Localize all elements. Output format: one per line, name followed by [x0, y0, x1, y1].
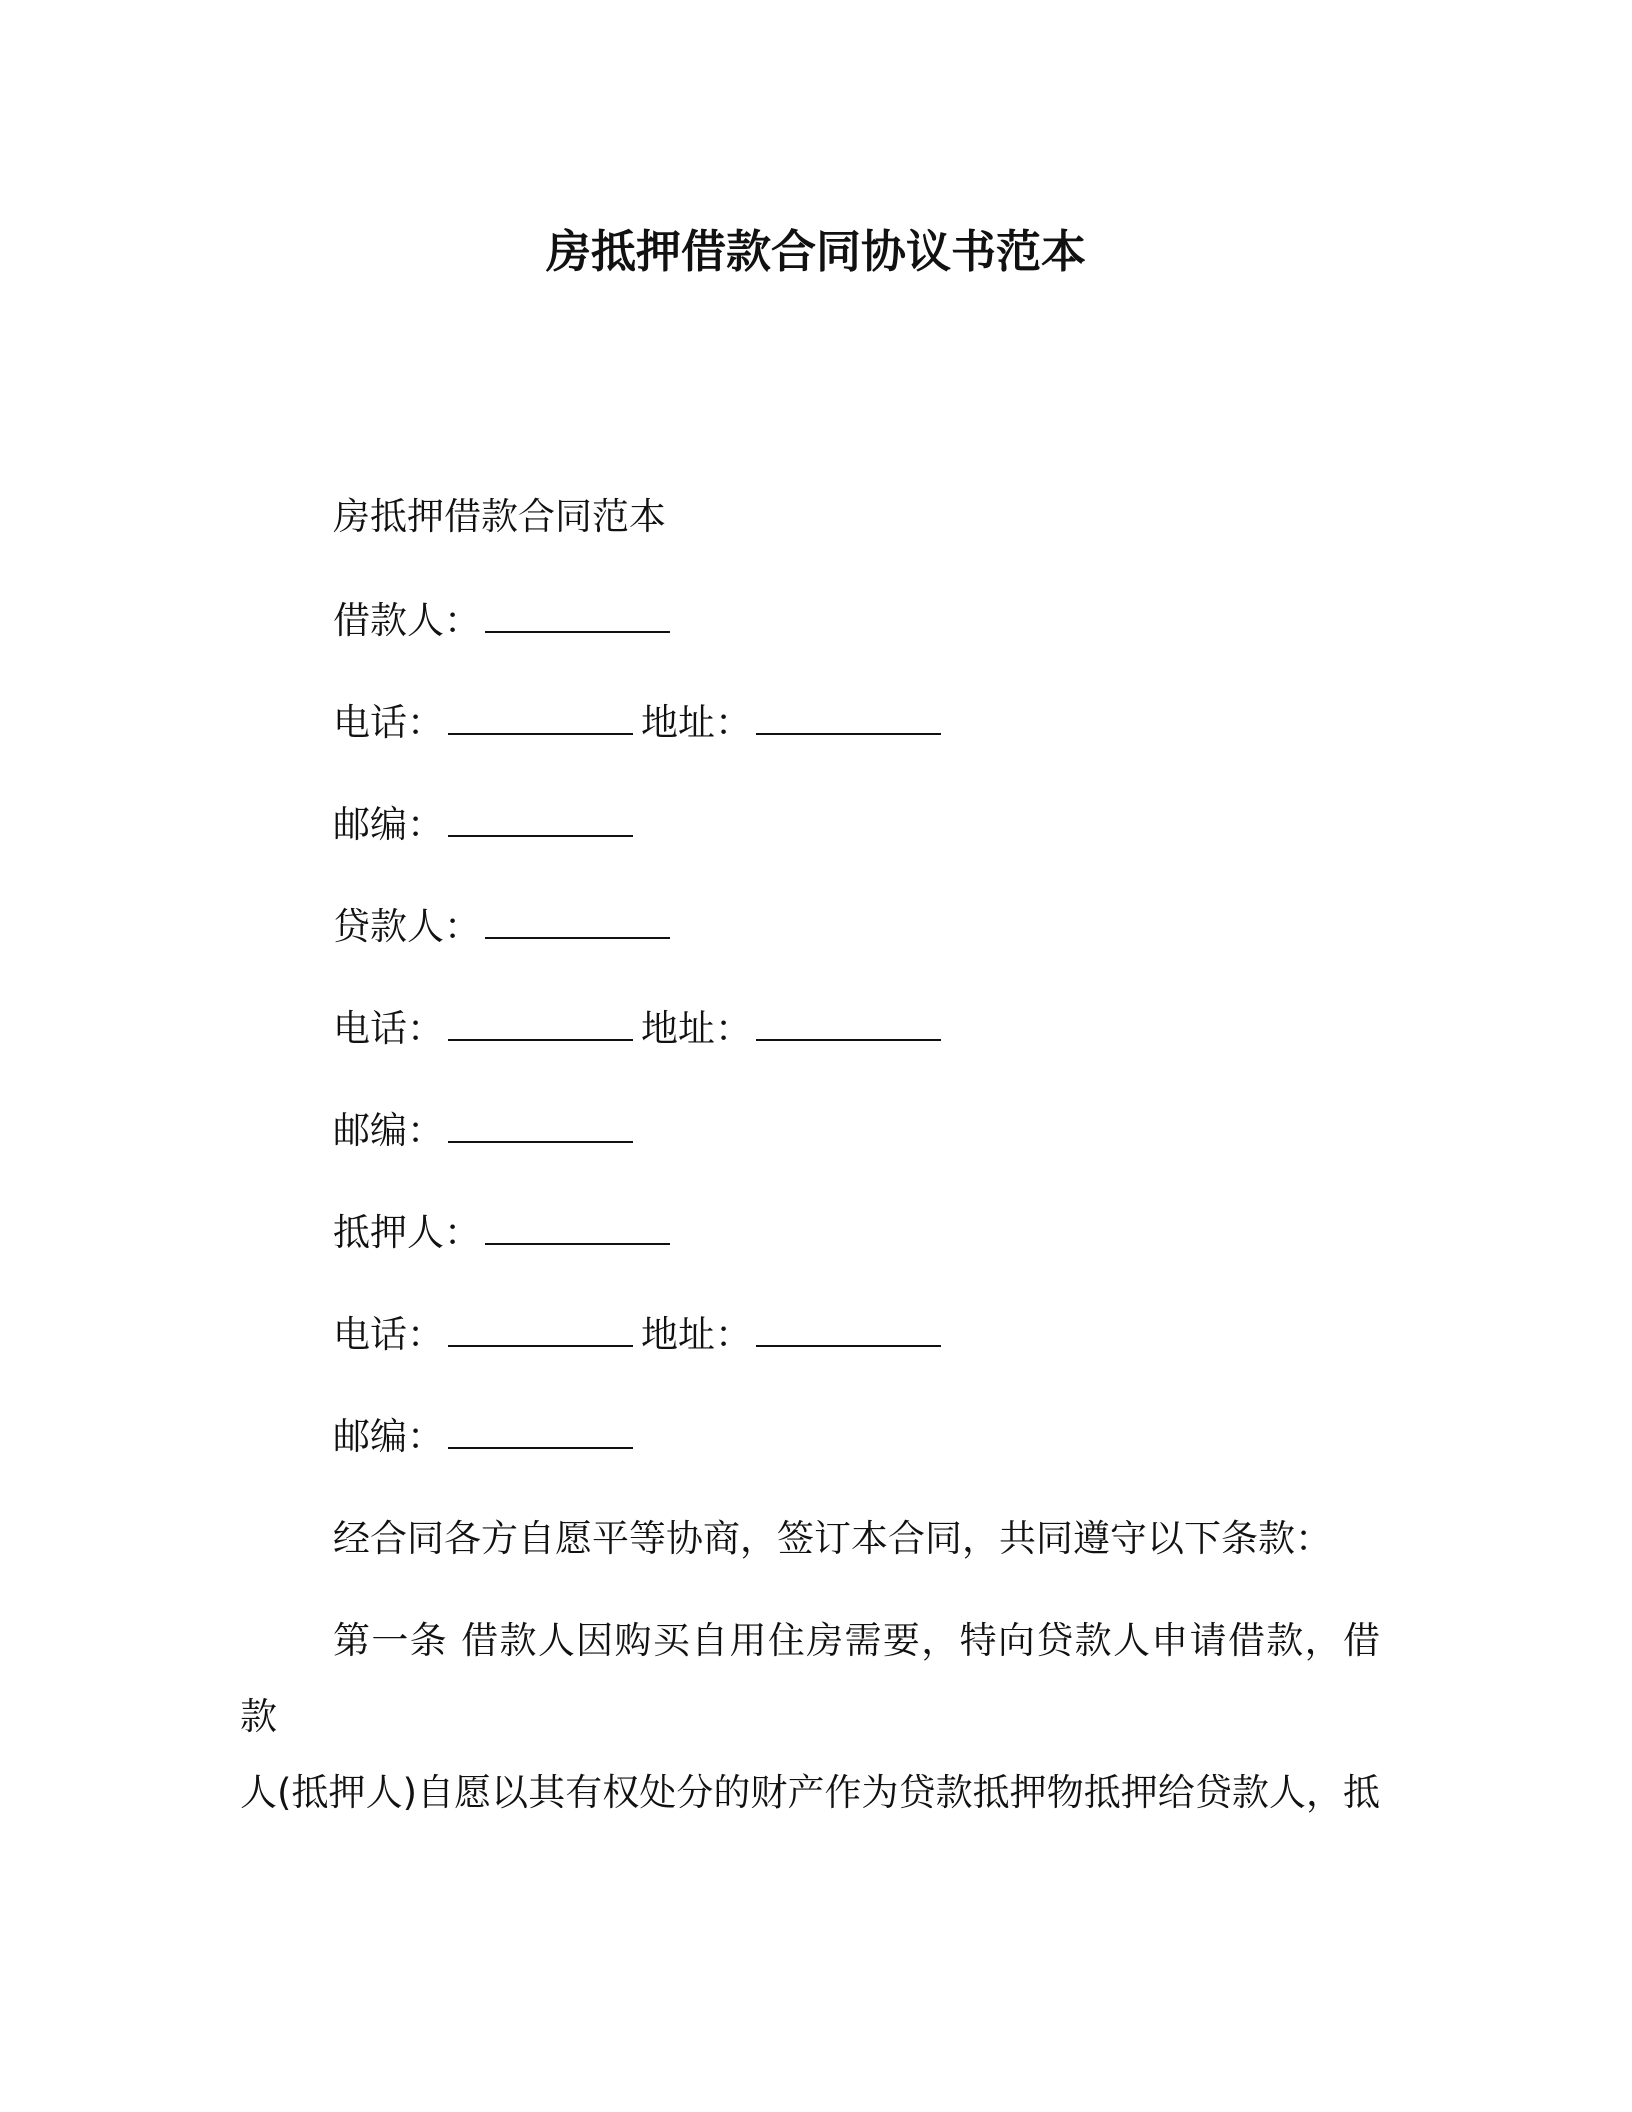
mortgagor-postcode-label: 邮编：: [333, 1415, 444, 1458]
document-title: 房抵押借款合同协议书范本: [545, 225, 1086, 278]
lender-phone-label: 电话：: [333, 1007, 444, 1050]
borrower-contact-line: [333, 698, 941, 748]
intro-text: 经合同各方自愿平等协商，签订本合同，共同遵守以下条款：: [333, 1517, 1332, 1560]
lender-address-label: 地址：: [641, 1007, 752, 1050]
lender-postcode-label: 邮编：: [333, 1109, 444, 1152]
mortgagor-address-label: 地址：: [641, 1313, 752, 1356]
mortgagor-label: 抵押人：: [333, 1211, 481, 1254]
mortgagor-phone-blank[interactable]: [448, 1315, 633, 1347]
mortgagor-blank[interactable]: [485, 1213, 670, 1245]
borrower-postcode-line: [333, 800, 633, 850]
mortgagor-contact-line: [333, 1310, 941, 1360]
borrower-label: 借款人：: [333, 599, 481, 642]
article-1-paragraph: [240, 1603, 1380, 1831]
mortgagor-postcode-blank[interactable]: [448, 1417, 633, 1449]
borrower-blank[interactable]: [485, 601, 670, 633]
lender-postcode-line: [333, 1106, 633, 1156]
lender-blank[interactable]: [485, 907, 670, 939]
mortgagor-address-blank[interactable]: [756, 1315, 941, 1347]
borrower-line: [333, 596, 670, 646]
borrower-postcode-label: 邮编：: [333, 803, 444, 846]
subtitle-text: 房抵押借款合同范本: [333, 495, 666, 538]
borrower-phone-label: 电话：: [333, 701, 444, 744]
lender-contact-line: [333, 1004, 941, 1054]
lender-address-blank[interactable]: [756, 1009, 941, 1041]
mortgagor-line: [333, 1208, 670, 1258]
lender-postcode-blank[interactable]: [448, 1111, 633, 1143]
article-1-line-2: 人(抵押人)自愿以其有权处分的财产作为贷款抵押物抵押给贷款人，抵: [240, 1771, 1380, 1814]
mortgagor-phone-label: 电话：: [333, 1313, 444, 1356]
article-1-line-1: 第一条 借款人因购买自用住房需要，特向贷款人申请借款，借款: [240, 1619, 1380, 1738]
contract-subtitle: [333, 492, 666, 542]
lender-phone-blank[interactable]: [448, 1009, 633, 1041]
borrower-address-label: 地址：: [641, 701, 752, 744]
borrower-address-blank[interactable]: [756, 703, 941, 735]
borrower-phone-blank[interactable]: [448, 703, 633, 735]
borrower-postcode-blank[interactable]: [448, 805, 633, 837]
lender-line: [333, 902, 670, 952]
lender-label: 贷款人：: [333, 905, 481, 948]
intro-paragraph: [333, 1514, 1332, 1564]
mortgagor-postcode-line: [333, 1412, 633, 1462]
